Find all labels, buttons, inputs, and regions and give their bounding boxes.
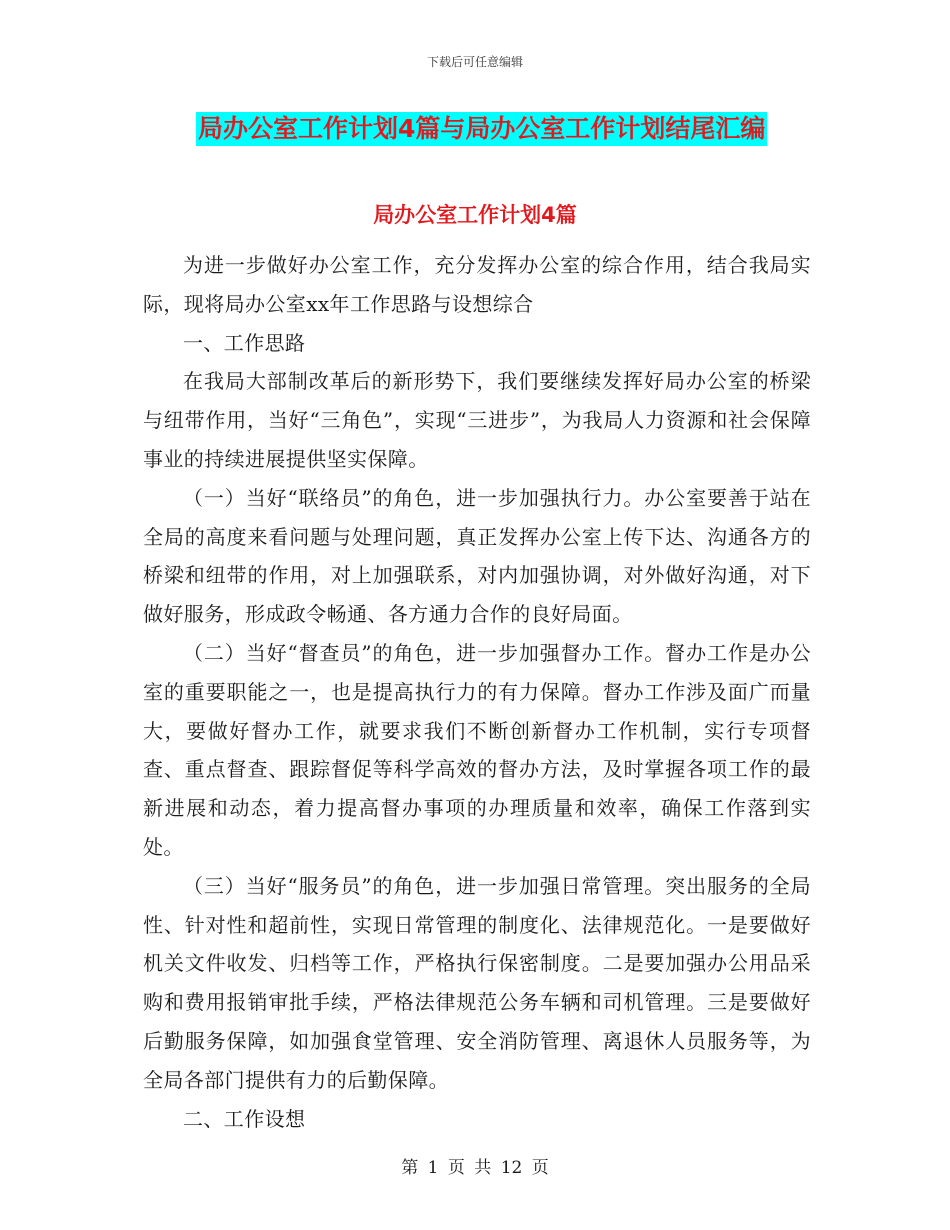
header-note: 下载后可任意编辑 [426, 55, 523, 69]
body-text [143, 246, 811, 1138]
paragraph-intro: 为进一步做好办公室工作，充分发挥办公室的综合作用，结合我局实际，现将局办公室xx年工作思路与设想综合 [143, 253, 811, 316]
page-number-footer: 第 1 页 共 12 页 [401, 1158, 549, 1178]
paragraph-liaison: （一）当好“联络员”的角色，进一步加强执行力。办公室要善于站在全局的高度来看问题与处理问题，真正发挥办公室上传下达、沟通各方的桥梁和纽带的作用，对上加强联系，对内加强协调，对外做好沟通，对下做好服务，形成政令畅通、各方通力合作的良好局面。 [143, 485, 811, 627]
paragraph-context: 在我局大部制改革后的新形势下，我们要继续发挥好局办公室的桥梁与纽带作用，当好“三角色”，实现“三进步”，为我局人力资源和社会保障事业的持续进展提供坚实保障。 [143, 369, 811, 471]
section-title: 局办公室工作计划4篇 [373, 203, 577, 227]
heading-work-plans: 二、工作设想 [183, 1106, 306, 1131]
paragraph-service: （三）当好“服务员”的角色，进一步加强日常管理。突出服务的全局性、针对性和超前性，实现日常管理的制度化、法律规范化。一是要做好机关文件收发、归档等工作，严格执行保密制度。二是要加强办公用品采购和费用报销审批手续，严格法律规范公务车辆和司机管理。三是要做好后勤服务保障，如加强食堂管理、安全消防管理、离退休人员服务等，为全局各部门提供有力的后勤保障。 [143, 873, 811, 1092]
document-title: 局办公室工作计划4篇与局办公室工作计划结尾汇编 [196, 112, 767, 146]
paragraph-supervisor: （二）当好“督查员”的角色，进一步加强督办工作。督办工作是办公室的重要职能之一，也是提高执行力的有力保障。督办工作涉及面广而量大，要做好督办工作，就要求我们不断创新督办工作机制，实行专项督查、重点督查、跟踪督促等科学高效的督办方法，及时掌握各项工作的最新进展和动态，着力提高督办事项的办理质量和效率，确保工作落到实处。 [143, 640, 811, 859]
heading-work-ideas: 一、工作思路 [183, 330, 306, 355]
